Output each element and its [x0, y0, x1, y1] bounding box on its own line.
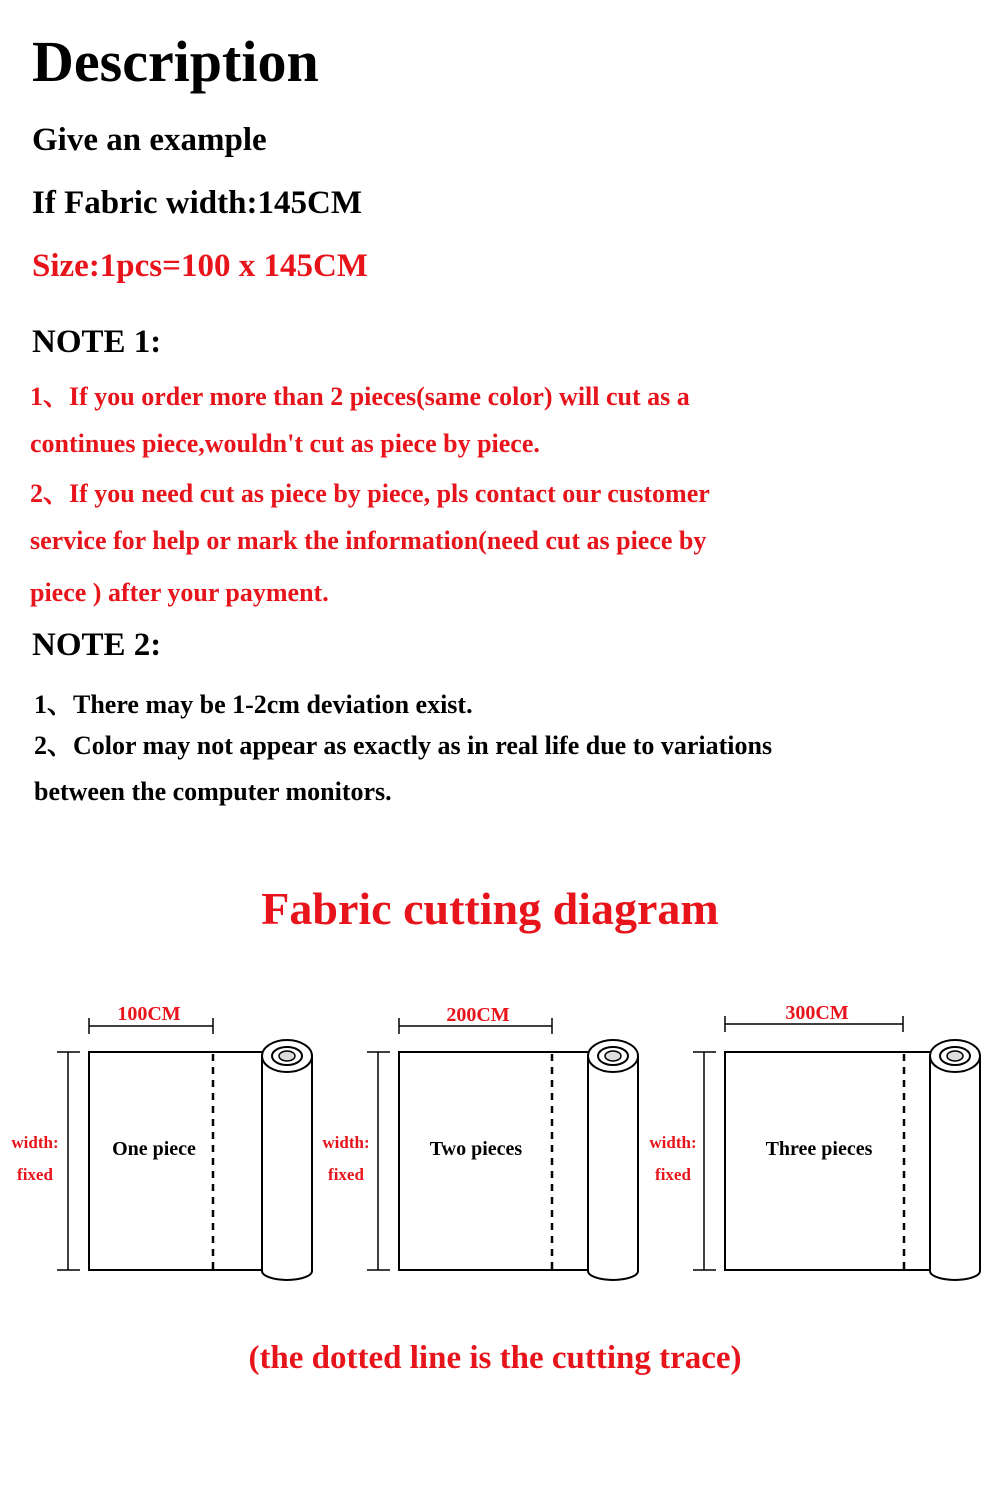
note1-line-5: piece ) after your payment.: [30, 578, 329, 607]
note2-line-2: 2、Color may not appear as exactly as in real life due to variations: [34, 731, 773, 760]
note2-line-3: between the computer monitors.: [34, 777, 392, 806]
panel-label-two-pieces: Two pieces: [429, 1138, 523, 1160]
length-label-200cm: 200CM: [446, 1004, 510, 1026]
size-text: Size:1pcs=100 x 145CM: [32, 248, 368, 284]
note2-heading: NOTE 2:: [32, 627, 162, 663]
diagram-panel-three-pieces: [649, 1002, 980, 1280]
example-heading: Give an example: [32, 122, 267, 158]
width-label: width:: [649, 1133, 697, 1152]
fabric-width-text: If Fabric width:145CM: [32, 185, 362, 221]
page-title: Description: [32, 29, 319, 94]
length-label-100cm: 100CM: [117, 1003, 181, 1025]
width-label: width:: [11, 1133, 59, 1152]
length-label-300cm: 300CM: [785, 1002, 849, 1024]
note1-line-1: 1、If you order more than 2 pieces(same color) will cut as a: [30, 382, 690, 411]
fabric-cutting-diagram: [0, 990, 1000, 1300]
fixed-label: fixed: [17, 1165, 53, 1184]
note1-line-4: service for help or mark the information(need cut as piece by: [30, 526, 707, 555]
fixed-label: fixed: [328, 1165, 364, 1184]
fixed-label: fixed: [655, 1165, 691, 1184]
note1-heading: NOTE 1:: [32, 324, 162, 360]
width-label: width:: [322, 1133, 370, 1152]
diagram-title: Fabric cutting diagram: [261, 883, 719, 934]
panel-label-three-pieces: Three pieces: [765, 1138, 873, 1160]
diagram-panel-one-piece: [11, 1003, 312, 1280]
note1-line-2: continues piece,wouldn't cut as piece by piece.: [30, 429, 540, 458]
diagram-footer-note: (the dotted line is the cutting trace): [248, 1340, 742, 1376]
note2-line-1: 1、There may be 1-2cm deviation exist.: [34, 690, 473, 719]
panel-label-one-piece: One piece: [112, 1138, 196, 1160]
note1-line-3: 2、If you need cut as piece by piece, pls contact our customer: [30, 479, 710, 508]
diagram-panel-two-pieces: [322, 1004, 638, 1280]
